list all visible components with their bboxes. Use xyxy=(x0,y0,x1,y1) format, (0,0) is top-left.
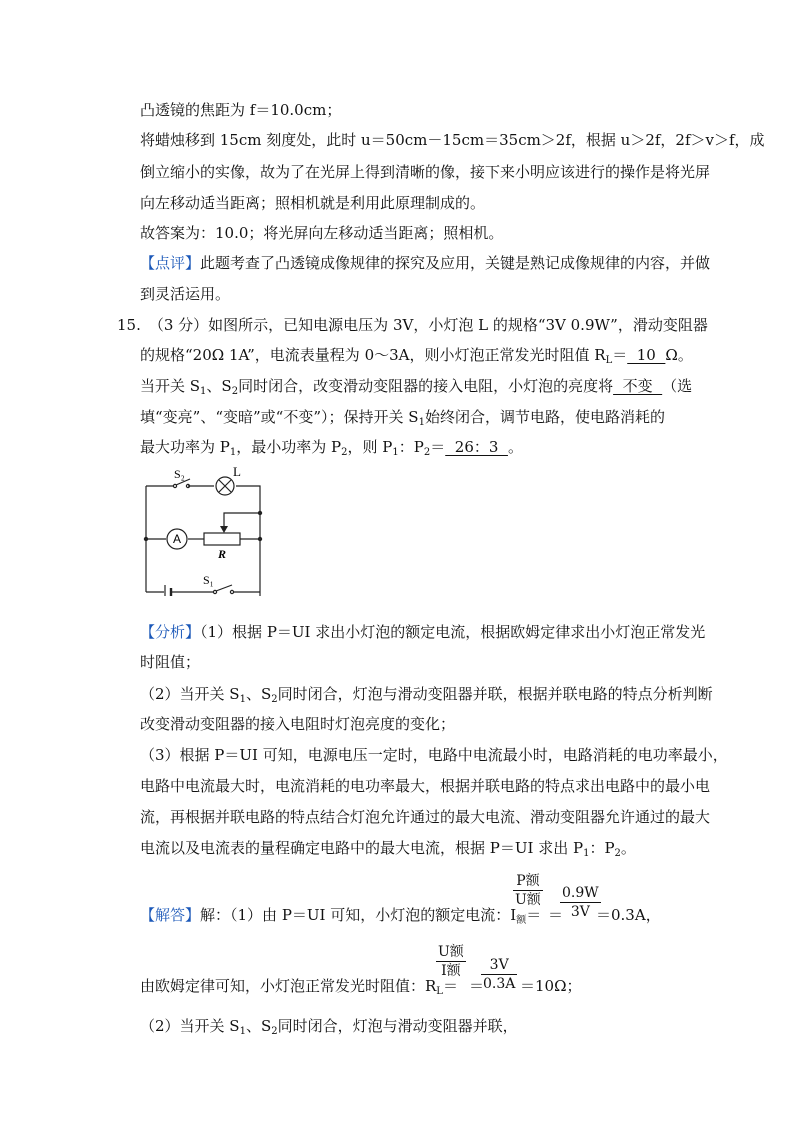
label-s2: S₂ xyxy=(174,467,185,481)
text: ，则 P xyxy=(347,438,393,456)
text-line xyxy=(140,1016,518,1042)
text: 、S xyxy=(245,1017,272,1035)
question-15-line xyxy=(117,315,708,335)
subscript: 2 xyxy=(271,694,278,705)
text: Ω。 xyxy=(665,346,693,364)
text-line xyxy=(140,684,713,710)
solution-tag: 【解答】 xyxy=(140,906,201,924)
subscript: 1 xyxy=(200,386,207,397)
solution-line xyxy=(140,905,541,931)
subscript: 2 xyxy=(231,386,239,397)
text-line: 流，再根据并联电路的特点结合灯泡允许通过的最大电流、滑动变阻器允许通过的最大 xyxy=(140,808,711,826)
analysis-line xyxy=(140,622,705,642)
text: ：P xyxy=(398,438,424,456)
question-line xyxy=(140,376,692,402)
junction-dot xyxy=(258,511,262,515)
label-lamp: L xyxy=(233,466,241,479)
text: 填“变亮”、“变暗”或“不变”）；保持开关 S xyxy=(140,408,419,426)
text: 的规格“20Ω 1A”，电流表量程为 0～3A，则小灯泡正常发光时阻值 R xyxy=(140,346,606,364)
subscript: 1 xyxy=(392,447,399,458)
subscript: 1 xyxy=(583,848,590,859)
junction-dot xyxy=(144,537,148,541)
subscript: 1 xyxy=(229,447,237,458)
question-number: 15. xyxy=(117,316,141,334)
text-line: 到灵活运用。 xyxy=(140,285,231,303)
text: ＝ xyxy=(469,977,485,995)
numerator: P额 xyxy=(513,872,543,891)
text: ＝ xyxy=(612,346,628,364)
rheostat-body xyxy=(204,533,240,545)
solution-line xyxy=(140,976,458,1002)
text: 、S xyxy=(245,685,272,703)
label-rheostat: R xyxy=(218,547,227,561)
subscript: L xyxy=(436,986,443,997)
rheostat-slider-wire xyxy=(224,513,260,528)
denominator: 0.3A xyxy=(483,976,516,992)
text-line: 改变滑动变阻器的接入电阻时灯泡亮度的变化； xyxy=(140,715,456,733)
switch-s1-terminal xyxy=(230,590,233,593)
analysis-tag: 【分析】 xyxy=(140,623,201,641)
text-line: 电路中电流最大时，电流消耗的电功率最大，根据并联电路的特点求出电路中的最小电 xyxy=(140,777,711,795)
text: ＝0.3A， xyxy=(596,906,661,924)
switch-s1-blade xyxy=(216,585,232,591)
comment-line xyxy=(140,253,710,273)
text: ，最小功率为 P xyxy=(236,438,342,456)
fraction-resistance xyxy=(436,943,466,980)
question-line xyxy=(140,345,693,371)
text: 同时闭合，灯泡与滑动变阻器并联，根据并联电路的特点分析判断 xyxy=(277,685,713,703)
denominator: 3V xyxy=(570,904,590,920)
denominator: U额 xyxy=(515,892,541,908)
subscript: 1 xyxy=(239,694,246,705)
text: 解：（1）由 P＝UI 可知，小灯泡的额定电流：I xyxy=(200,906,517,924)
question-text: （3 分）如图所示，已知电源电压为 3V，小灯泡 L 的规格“3V 0.9W”，滑动变阻器 xyxy=(148,316,708,334)
lamp-cross xyxy=(219,480,231,492)
text-line: （3）根据 P＝UI 可知，电源电压一定时，电路中电流最小时，电路消耗的电功率最小， xyxy=(140,746,728,764)
text: 同时闭合，改变滑动变阻器的接入电阻，小灯泡的亮度将 xyxy=(238,377,614,395)
subscript: 1 xyxy=(239,1026,246,1037)
subscript: 2 xyxy=(341,447,348,458)
text: （2）当开关 S xyxy=(140,685,240,703)
text-line: 故答案为：10.0；将光屏向左移动适当距离；照相机。 xyxy=(140,224,504,242)
fraction-values xyxy=(560,884,601,921)
subscript: L xyxy=(605,355,613,366)
text: ＝ xyxy=(548,906,564,924)
comment-tag: 【点评】 xyxy=(140,254,201,272)
label-s1: S₁ xyxy=(203,573,214,587)
numerator: U额 xyxy=(438,944,464,960)
text-line: 向左移动适当距离；照相机就是利用此原理制成的。 xyxy=(140,194,486,212)
subscript: 1 xyxy=(418,417,425,428)
numerator: 3V xyxy=(481,956,517,975)
text: 。 xyxy=(507,438,523,456)
fraction-rated-current xyxy=(513,872,543,909)
circuit-diagram xyxy=(136,466,271,596)
numerator: 0.9W xyxy=(562,885,599,901)
text: （2）当开关 S xyxy=(140,1017,240,1035)
question-line xyxy=(140,437,523,463)
text: 当开关 S xyxy=(140,377,201,395)
text: ＝10Ω； xyxy=(520,977,582,995)
question-line xyxy=(140,407,665,433)
text: 最大功率为 P xyxy=(140,438,230,456)
text: （选 xyxy=(662,377,693,395)
fraction-values-2 xyxy=(481,956,517,993)
text: 由欧姆定律可知，小灯泡正常发光时阻值：R xyxy=(140,977,437,995)
junction-dot xyxy=(258,537,262,541)
text: ＝ xyxy=(442,977,458,995)
text: 。 xyxy=(620,839,636,857)
text-line: 将蜡烛移到 15cm 刻度处，此时 u＝50cm－15cm＝35cm＞2f，根据 u＞2f，2f＞v＞f，成 xyxy=(140,131,765,149)
text: 同时闭合，灯泡与滑动变阻器并联， xyxy=(277,1017,518,1035)
text: 电流以及电流表的量程确定电路中的最大电流，根据 P＝UI 求出 P xyxy=(140,839,584,857)
text-line: 凸透镜的焦距为 f＝10.0cm； xyxy=(140,101,342,119)
subscript: 额 xyxy=(516,915,527,926)
text-line xyxy=(140,838,636,864)
text: 始终闭合，调节电路，使电路消耗的 xyxy=(424,408,665,426)
comment-text: 此题考查了凸透镜成像规律的探究及应用，关键是熟记成像规律的内容，并做 xyxy=(200,254,711,272)
text: ：P xyxy=(589,839,615,857)
text: ＝ xyxy=(526,906,542,924)
text: （1）根据 P＝UI 求出小灯泡的额定电流，根据欧姆定律求出小灯泡正常发光 xyxy=(200,623,706,641)
answer-blank-1: 10 xyxy=(627,346,666,364)
subscript: 2 xyxy=(423,447,431,458)
answer-blank-2: 不变 xyxy=(613,377,663,395)
answer-blank-3: 26：3 xyxy=(445,438,508,456)
denominator: I额 xyxy=(441,963,461,979)
text: 、S xyxy=(206,377,232,395)
subscript: 2 xyxy=(614,848,621,859)
text: ＝ xyxy=(430,438,446,456)
slider-arrow-icon xyxy=(220,526,228,533)
text-line: 时阻值； xyxy=(140,653,201,671)
subscript: 2 xyxy=(271,1026,278,1037)
label-ammeter: A xyxy=(172,532,182,546)
text-line: 倒立缩小的实像，故为了在光屏上得到清晰的像，接下来小明应该进行的操作是将光屏 xyxy=(140,163,711,181)
